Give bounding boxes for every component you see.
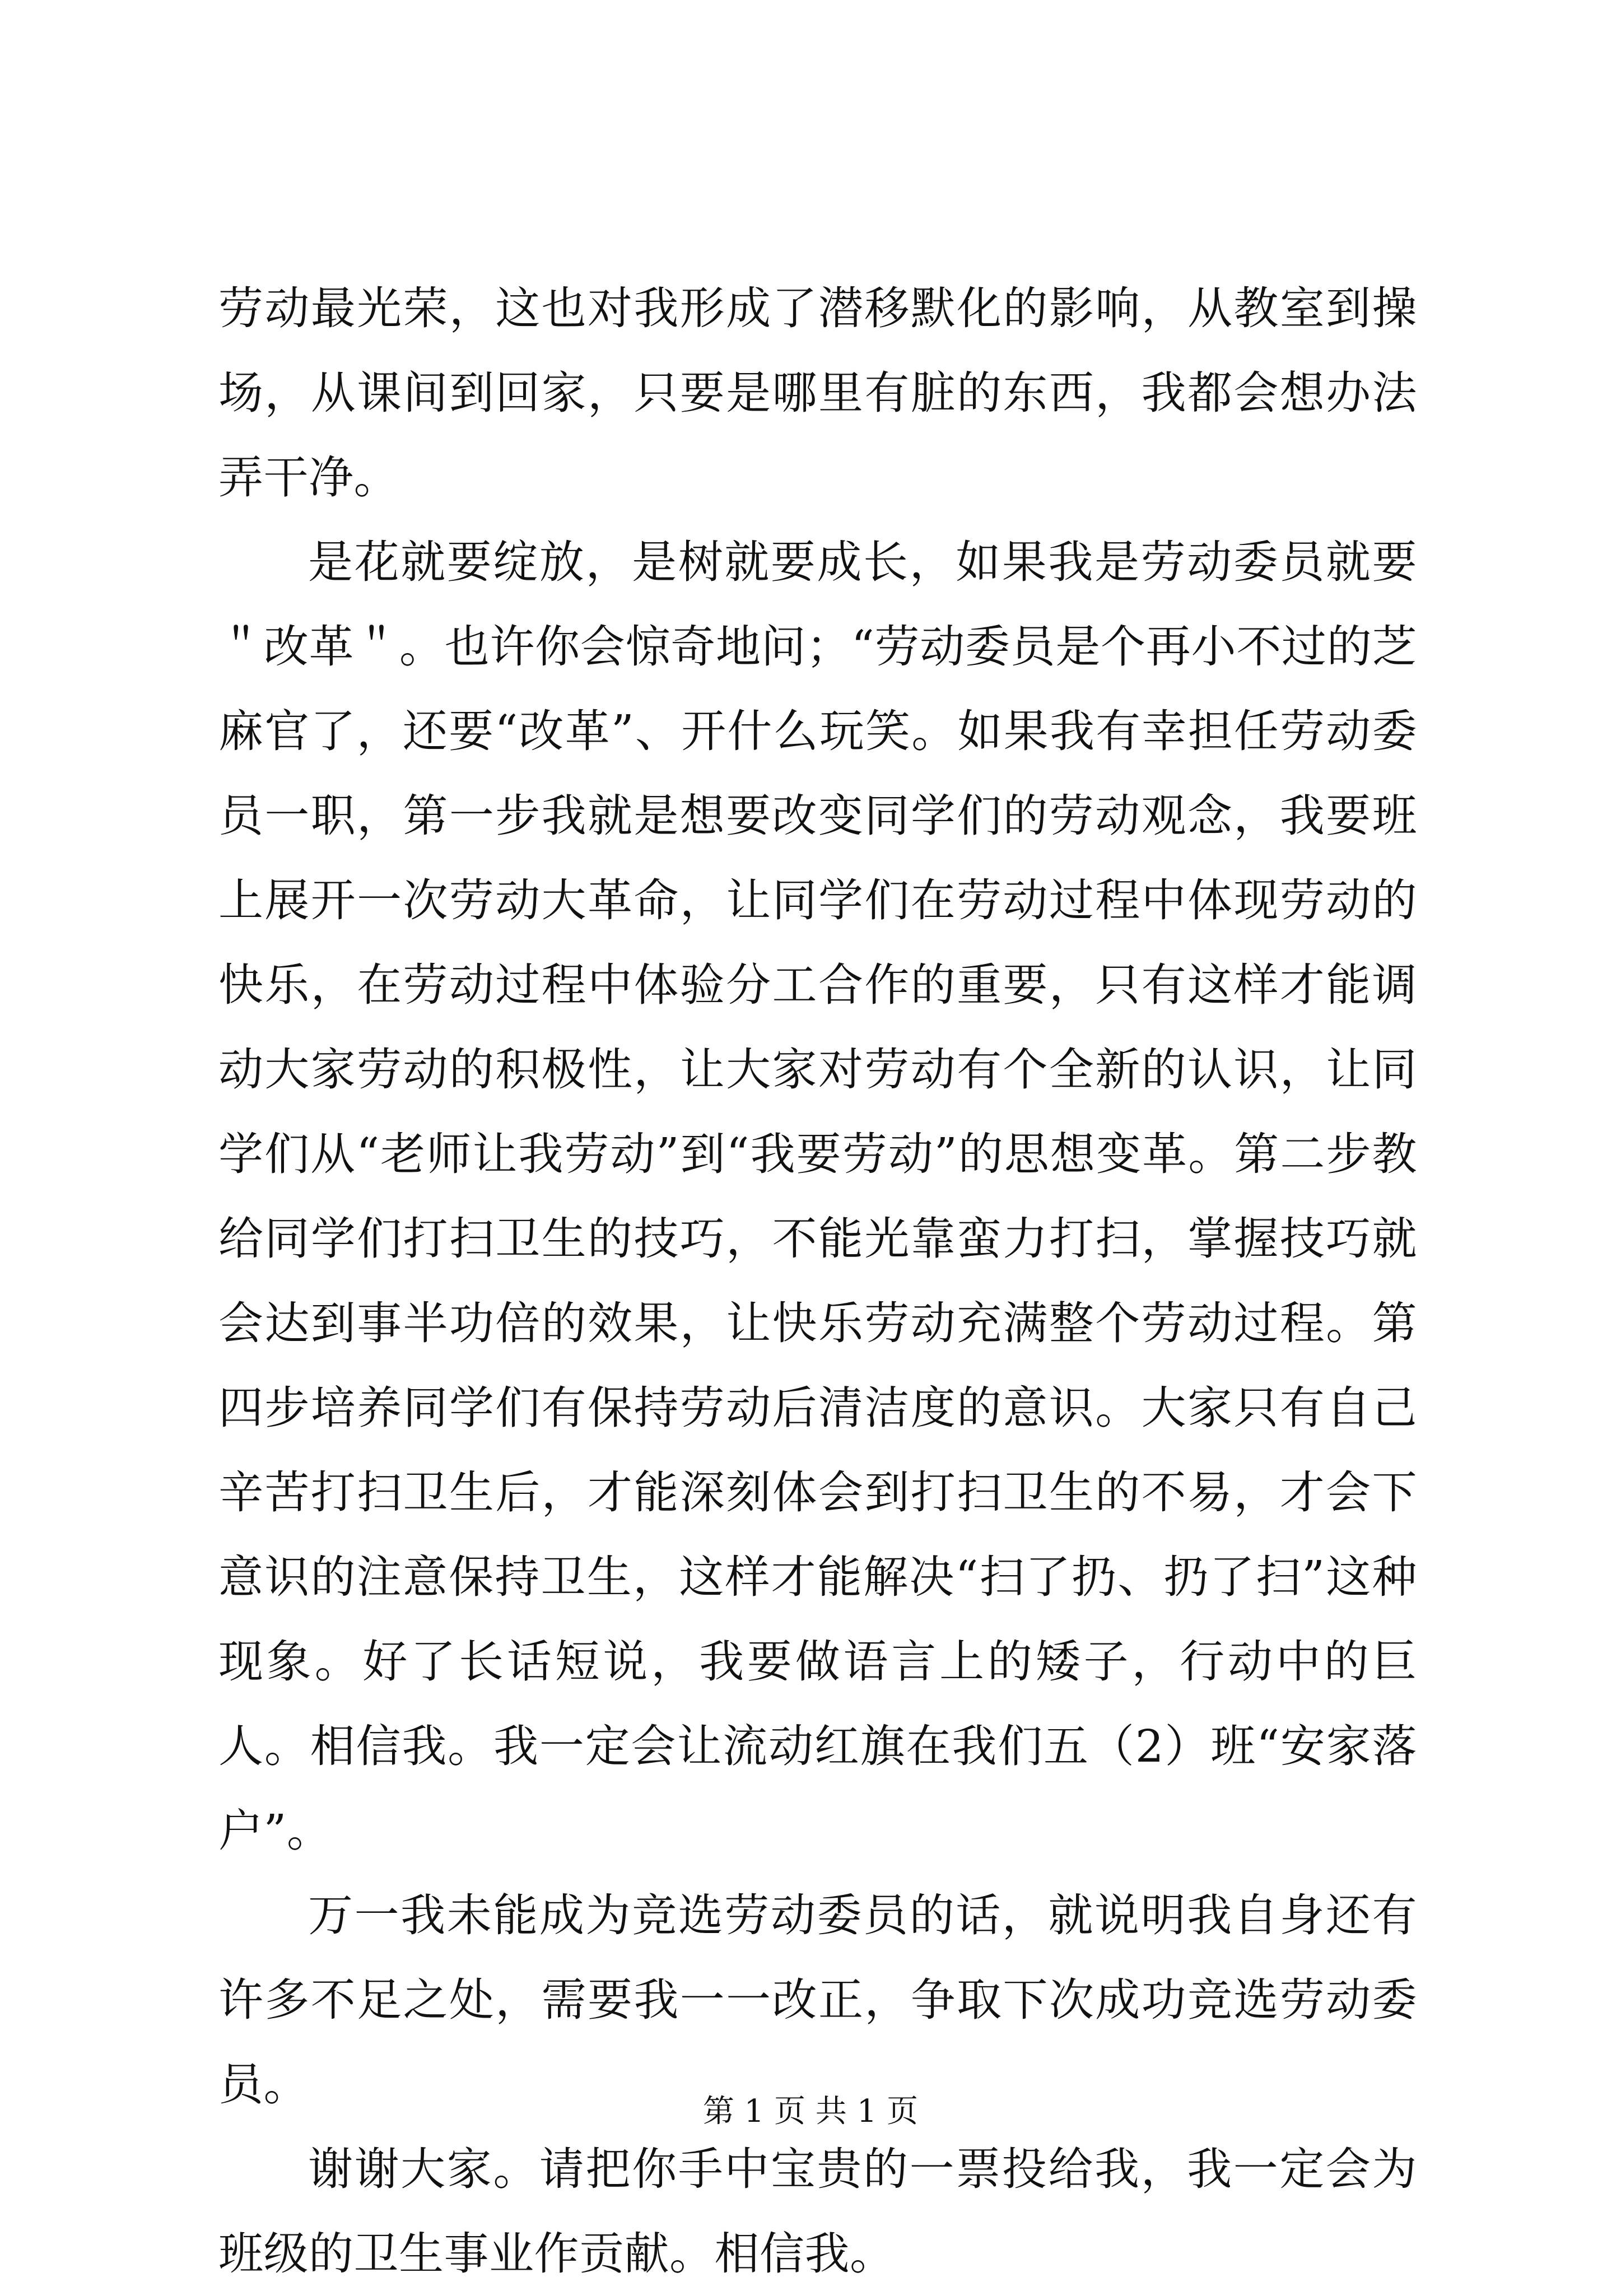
- page-footer: 第 1 页 共 1 页: [702, 2093, 919, 2130]
- paragraph-continuation: 劳动最光荣，这也对我形成了潜移默化的影响，从教室到操场，从课间到回家，只要是哪里有脏的东西，我都会想办法弄干净。: [218, 282, 1417, 504]
- paragraph-reform-plan: 是花就要绽放，是树就要成长，如果我是劳动委员就要＂改革＂。也许你会惊奇地问；“劳动委员是个再小不过的芝麻官了，还要“改革”、开什么玩笑。如果我有幸担任劳动委员一职，第一步我就是想要改变同学们的劳动观念，我要班上展开一次劳动大革命，让同学们在劳动过程中体现劳动的快乐，在劳动过程中体验分工合作的重要，只有这样才能调动大家劳动的积极性，让大家对劳动有个全新的认识，让同学们从“老师让我劳动”到“我要劳动”的思想变革。第二步教给同学们打扫卫生的技巧，不能光靠蛮力打扫，掌握技巧就会达到事半功倍的效果，让快乐劳动充满整个劳动过程。第四步培养同学们有保持劳动后清洁度的意识。大家只有自己辛苦打扫卫生后，才能深刻体会到打扫卫生的不易，才会下意识的注意保持卫生，这样才能解决“扫了扔、扔了扫”这种现象。好了长话短说，我要做语言上的矮子，行动中的巨人。相信我。我一定会让流动红旗在我们五（2）班“安家落户”。: [218, 536, 1417, 1857]
- paragraph-if-not-elected: 万一我未能成为竞选劳动委员的话，就说明我自身还有许多不足之处，需要我一一改正，争取下次成功竞选劳动委员。: [218, 1889, 1417, 2111]
- paragraph-thanks: 谢谢大家。请把你手中宝贵的一票投给我，我一定会为班级的卫生事业作贡献。相信我。: [218, 2143, 1417, 2280]
- document-body: [218, 266, 1417, 2296]
